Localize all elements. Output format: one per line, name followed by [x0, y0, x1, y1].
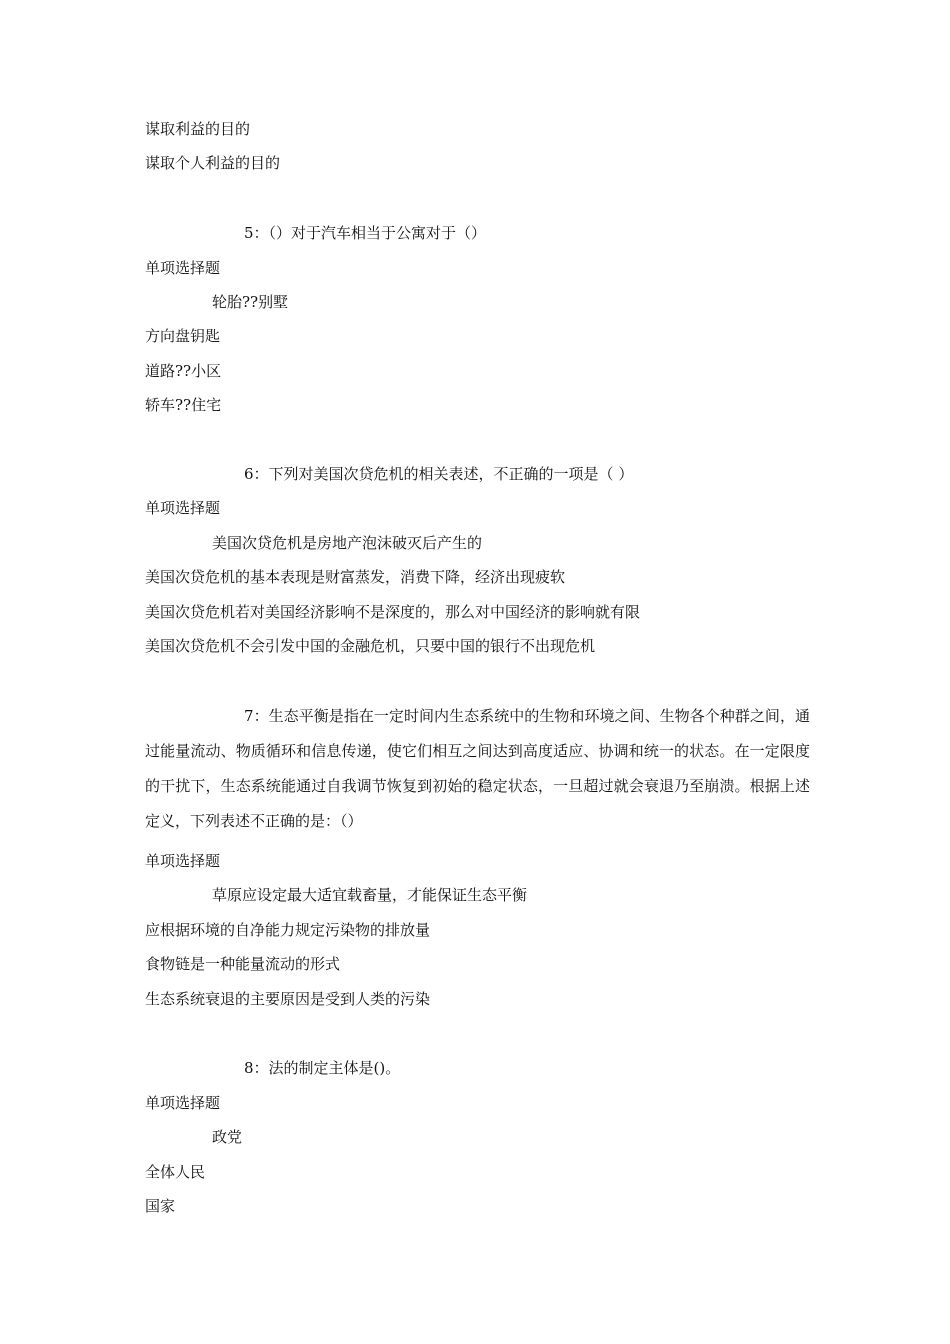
option-text: 应根据环境的自净能力规定污染物的排放量 [145, 921, 431, 939]
option-text: 谋取利益的目的 [145, 120, 251, 138]
option-text: 生态系统衰退的主要原因是受到人类的污染 [145, 990, 431, 1008]
option-text: 全体人民 [145, 1163, 206, 1181]
option-text: 国家 [145, 1197, 176, 1215]
option-text: 谋取个人利益的目的 [145, 154, 281, 172]
option-text: 道路??小区 [145, 362, 222, 380]
question-type: 单项选择题 [145, 1094, 221, 1112]
option-text: 草原应设定最大适宜载畜量，才能保证生态平衡 [212, 886, 528, 904]
question-stem-paragraph [145, 699, 810, 839]
option-text: 食物链是一种能量流动的形式 [145, 955, 341, 973]
option-text: 美国次贷危机不会引发中国的金融危机，只要中国的银行不出现危机 [145, 637, 596, 655]
question-stem: 6：下列对美国次贷危机的相关表述，不正确的一项是（ ） [244, 465, 634, 483]
option-text: 政党 [212, 1128, 243, 1146]
question-type: 单项选择题 [145, 499, 221, 517]
question-stem: 7：生态平衡是指在一定时间内生态系统中的生物和环境之间、生物各个种群之间，通过能量流动、物质循环和信息传递，使它们相互之间达到高度适应、协调和统一的状态。在一定限度的干扰下，生态系统能通过自我调节恢复到初始的稳定状态，一旦超过就会衰退乃至崩溃。根据上述定义，下列表述不正确的是：（） [145, 707, 810, 830]
option-text: 轿车??住宅 [145, 396, 222, 414]
question-stem: 8：法的制定主体是()。 [244, 1059, 401, 1077]
question-type: 单项选择题 [145, 259, 221, 277]
option-text: 美国次贷危机的基本表现是财富蒸发，消费下降，经济出现疲软 [145, 568, 566, 586]
option-text: 轮胎??别墅 [212, 293, 289, 311]
option-text: 美国次贷危机是房地产泡沫破灭后产生的 [212, 534, 483, 552]
question-type: 单项选择题 [145, 852, 221, 870]
option-text: 美国次贷危机若对美国经济影响不是深度的，那么对中国经济的影响就有限 [145, 603, 641, 621]
question-stem: 5：（）对于汽车相当于公寓对于（） [244, 224, 487, 242]
option-text: 方向盘钥匙 [145, 327, 221, 345]
